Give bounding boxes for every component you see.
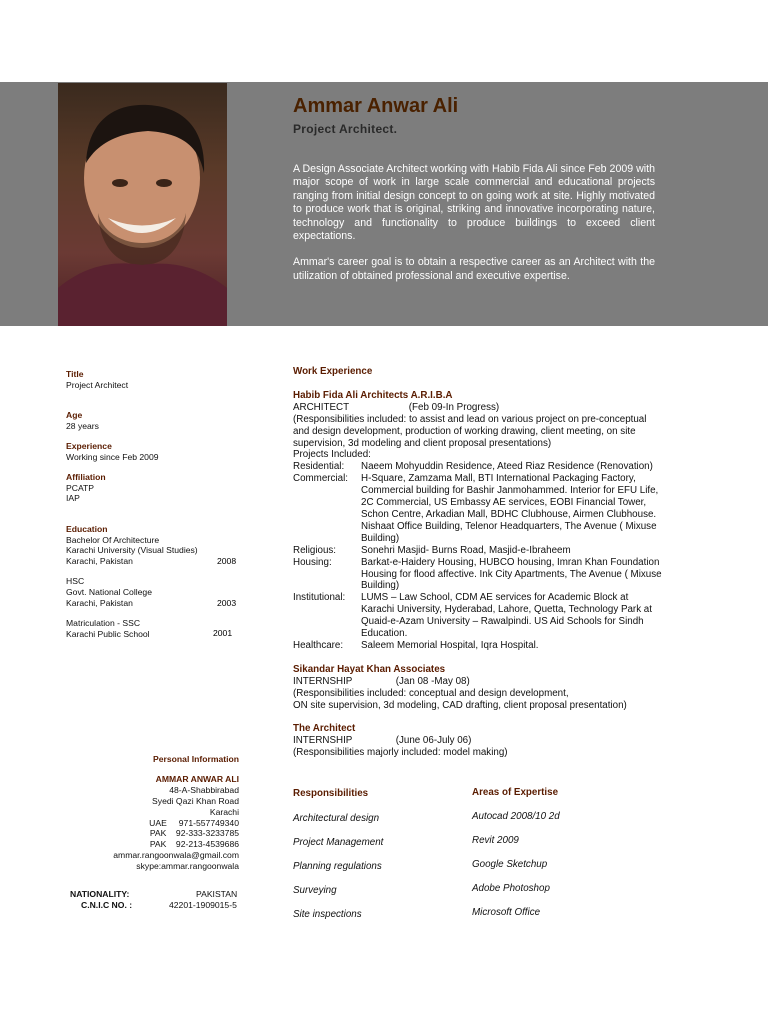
phone-uae: UAE 971-557749340 — [149, 817, 239, 828]
education-location: Karachi, Pakistan — [66, 555, 133, 566]
cnic-value: 42201-1909015-5 — [169, 900, 237, 910]
job-role: ARCHITECT (Feb 09-In Progress) — [293, 401, 500, 413]
sidebar-experience — [66, 441, 159, 462]
expertise-item: Autocad 2008/10 2d — [472, 811, 560, 822]
expertise-item: Adobe Photoshop — [472, 883, 550, 894]
summary-paragraph: Ammar's career goal is to obtain a respective career as an Architect with the utilization of obtained professional and executive expertise. — [293, 256, 655, 282]
sidebar-value: PCATP — [66, 482, 95, 493]
sidebar-heading: Affiliation — [66, 472, 106, 482]
company-name: Sikandar Hayat Khan Associates — [293, 663, 446, 675]
responsibility-item: Planning regulations — [293, 861, 382, 872]
education-year: 2003 — [217, 598, 237, 608]
job-responsibilities: ON site supervision, 3d modeling, CAD drafting, client proposal presentation) — [293, 699, 627, 711]
education-institution: Karachi University (Visual Studies) — [66, 545, 198, 556]
address-line: 48-A-Shabbirabad — [169, 784, 239, 795]
project-category — [293, 557, 663, 593]
address-line: Syedi Qazi Khan Road — [152, 795, 239, 806]
skype-id: skype:ammar.rangoonwala — [136, 861, 239, 872]
section-heading: Personal Information — [153, 754, 239, 764]
education-degree: HSC — [66, 576, 85, 587]
expertise-heading: Areas of Expertise — [472, 787, 559, 798]
responsibility-item: Site inspections — [293, 909, 362, 920]
project-category-label: Housing: — [293, 556, 332, 568]
education-location: Karachi, Pakistan — [66, 597, 133, 608]
company-name: Habib Fida Ali Architects A.R.I.B.A — [293, 389, 453, 401]
project-category — [293, 545, 663, 557]
expertise-item: Google Sketchup — [472, 859, 548, 870]
sidebar-heading: Experience — [66, 441, 112, 451]
project-category-label: Religious: — [293, 544, 337, 556]
candidate-name: Ammar Anwar Ali — [293, 95, 459, 117]
responsibility-item: Architectural design — [293, 813, 380, 824]
sidebar-value: IAP — [66, 493, 80, 504]
project-category — [293, 473, 663, 544]
education-degree: Matriculation - SSC — [66, 618, 141, 629]
job-responsibilities: (Responsibilities majorly included: model making) — [293, 747, 508, 759]
project-category-label: Healthcare: — [293, 639, 344, 651]
sidebar-heading: Title — [66, 369, 84, 379]
responsibility-item: Project Management — [293, 837, 384, 848]
project-category-label: Institutional: — [293, 592, 346, 604]
personal-info — [113, 754, 239, 872]
project-category-value: Naeem Mohyuddin Residence, Ateed Riaz Residence (Renovation) — [361, 461, 653, 473]
summary-paragraph: A Design Associate Architect working with Habib Fida Ali since Feb 2009 with major scope of work in large scale commercial and educational projects ranging from initial design concept to on going work at site. Highly motivated to produce work that is original, striking and innovative incorporating nature, technology and functionality to produce buildings to exceed client expectations. — [293, 163, 655, 243]
project-category — [293, 461, 663, 473]
responsibility-item: Surveying — [293, 885, 337, 896]
education-institution: Karachi Public School — [66, 628, 150, 639]
project-category-label: Commercial: — [293, 473, 348, 485]
project-category-value: Sonehri Masjid- Burns Road, Masjid-e-Ibraheem — [361, 544, 571, 556]
project-category-value: LUMS – Law School, CDM AE services for Academic Block at Karachi University, Hyderabad, Lahore, Quetta, Technology Park at Quaid-e-Azam University – Rawalpindi. US Aid Schools for Sindh Education. — [361, 592, 652, 640]
company-name: The Architect — [293, 723, 356, 735]
project-category-value: Barkat-e-Haidery Housing, HUBCO housing, Imran Khan Foundation Housing for flood affective. Ink City Apartments, The Avenue ( Mixuse Building) — [361, 556, 662, 592]
education-year: 2008 — [217, 556, 237, 566]
job-role: INTERNSHIP (Jan 08 -May 08) — [293, 675, 470, 687]
address-line: Karachi — [209, 806, 239, 817]
nationality-label: NATIONALITY: — [70, 889, 130, 899]
education-degree: Bachelor Of Architecture — [66, 534, 160, 545]
sidebar-title — [66, 369, 128, 390]
job-responsibilities: (Responsibilities included: conceptual and design development, — [293, 687, 569, 699]
sidebar-heading: Age — [66, 410, 83, 420]
sidebar-affiliation — [66, 472, 106, 504]
sidebar-value: 28 years — [66, 420, 99, 431]
cnic-label: C.N.I.C NO. : — [81, 900, 133, 910]
project-category — [293, 640, 663, 652]
sidebar-value: Working since Feb 2009 — [66, 451, 159, 462]
education-year: 2001 — [213, 628, 233, 638]
job-responsibilities: (Responsibilities included: to assist and lead on various project on pre-conceptual and design development, production of working drawing, client meeting, on site supervision, 3d modeling and client proposal presentations) — [293, 413, 647, 449]
profile-summary — [293, 163, 655, 296]
project-category-value: Saleem Memorial Hospital, Iqra Hospital. — [361, 639, 539, 651]
nationality-value: PAKISTAN — [196, 889, 238, 899]
sidebar-value: Project Architect — [66, 379, 129, 390]
project-category — [293, 592, 663, 640]
candidate-role: Project Architect. — [293, 122, 398, 136]
education-institution: Govt. National College — [66, 586, 152, 597]
sidebar-age — [66, 410, 99, 431]
projects-label: Projects Included: — [293, 449, 371, 461]
job-role: INTERNSHIP (June 06-July 06) — [293, 735, 472, 747]
profile-photo — [58, 83, 227, 326]
expertise-item: Microsoft Office — [472, 907, 541, 918]
responsibilities-heading: Responsibilities — [293, 788, 369, 799]
project-category-label: Residential: — [293, 461, 345, 473]
email-address: ammar.rangoonwala@gmail.com — [113, 850, 239, 861]
phone-pak: PAK 92-333-3233785 — [149, 828, 239, 839]
expertise-item: Revit 2009 — [472, 835, 519, 846]
project-category-value: H-Square, Zamzama Mall, BTI International Packaging Factory, Commercial building for Bashir Janmohammed. Interior for EFU Life, 2C Commercial, US Embassy AE services, EOBI Financial Tower, Schon Centre, Arkadian Mall, BDHC Clubhouse, Airmen Clubhouse. Nishaat Office Building, Telenor Headquarters, The Avenue ( Mixuse Building) — [361, 473, 659, 544]
phone-pak: PAK 92-213-4539686 — [149, 839, 239, 850]
personal-name: AMMAR ANWAR ALI — [155, 773, 239, 784]
work-experience — [293, 366, 663, 759]
sidebar-heading: Education — [66, 524, 108, 534]
sidebar-education — [66, 524, 198, 639]
section-heading: Work Experience — [293, 366, 373, 377]
